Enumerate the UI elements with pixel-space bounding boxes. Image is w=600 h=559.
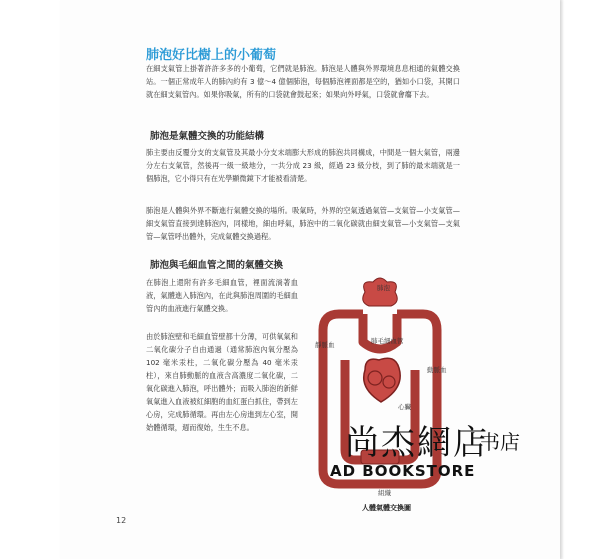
article-title: 肺泡好比樹上的小葡萄: [146, 48, 277, 63]
label-vein: 靜脈血: [315, 341, 335, 349]
label-pulmonary-capillary: 肺毛細血管: [371, 337, 404, 345]
section2-paragraph-1: 在肺泡上還附有許多毛細血管，裡面流淌著血液，氣體進入肺泡內，在此與肺泡周圍的毛細血管內的血液進行氣體交換。: [146, 278, 298, 313]
section2-paragraph-2: 由於肺泡壁和毛細血管壁都十分薄，可供氧氣和二氧化碳分子自由通過（通常肺泡內氧分壓為 102 毫米汞柱，二氧化碳分壓為 40 毫米汞柱），來自肺動脈的血液含高濃度二氧化碳，二氧化碳進入肺泡，呼出體外；而吸入肺泡的新鮮氧氣進入血液被紅細胞的血紅蛋白抓住，帶到左心房，完成肺循環。再由左心房進到左心室，開始體循環，週而復始，生生不息。: [146, 332, 298, 432]
label-artery: 動脈血: [427, 366, 447, 374]
heart-shape: [364, 358, 400, 402]
label-heart: 心臟: [398, 403, 411, 411]
diagram-caption: 人體氣體交換圖: [362, 504, 411, 512]
page-number: 12: [116, 516, 127, 525]
section1-paragraph-2: 肺泡是人體與外界不斷進行氣體交換的場所。吸氣時，外界的空氣透過氣管—支氣管—小支氣管—細支氣管直接到達肺泡內，同樣地，細由呼氣，肺泡中的二氧化碳就由細支氣管—小支氣管—支氣管—氣管呼出體外，完成氣體交換過程。: [146, 206, 460, 241]
section1-paragraph-1: 肺主要由反覆分支的支氣管及其最小分支末端膨大形成的肺泡共同構成，中間是一個大氣管，兩邊分左右支氣管，然後再一級一級地分，一共分成 23 級，經過 23 級分枝，到了肺的最末端就是一個肺泡，它小得只有在光學顯微鏡下才能被看清楚。: [146, 148, 460, 183]
section2-heading: 肺泡與毛細血管之間的氣體交換: [150, 260, 284, 271]
watermark-latin: AD BOOKSTORE: [330, 462, 476, 480]
watermark-cjk: 尚杰網店: [345, 423, 489, 463]
intro-paragraph: 在細支氣管上掛著許許多多的小葡萄，它們就是肺泡。肺泡是人體與外界環境息息相通的氣體交換站。一個正常成年人的肺內約有 3 億～4 億個肺泡，每個肺泡裡面都是空的，猶如小口袋，其開口就在細支氣管內。如果你吸氣，所有的口袋就會鼓起來；如果向外呼氣，口袋就會癟下去。: [146, 64, 460, 99]
label-alveolus: 肺泡: [377, 284, 390, 292]
watermark-cjk-tail: 书店: [480, 430, 520, 454]
label-tissue: 組織: [378, 489, 391, 497]
section1-heading: 肺泡是氣體交換的功能結構: [150, 131, 265, 142]
